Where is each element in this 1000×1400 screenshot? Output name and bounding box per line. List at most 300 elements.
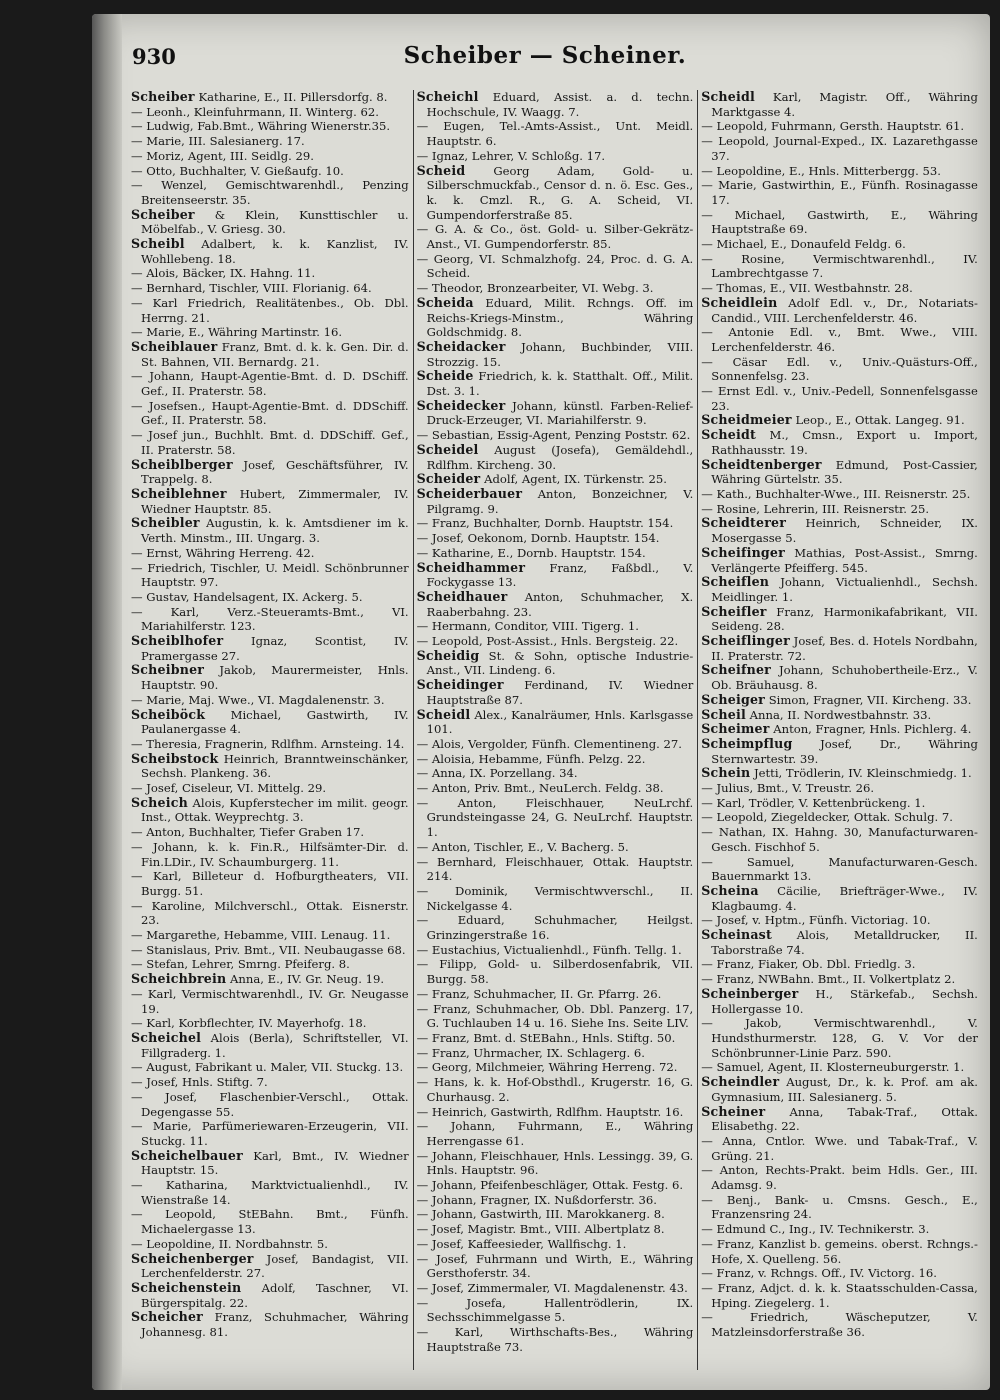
entry-details: Michael, Gastwirth, IV. Paulanergasse 4.	[141, 707, 409, 737]
entry-details: — Friedrich, Wäscheputzer, V. Matzleinsdorferstraße 36.	[701, 1310, 978, 1340]
directory-entry	[417, 222, 694, 251]
directory-entry	[131, 281, 409, 296]
directory-entry	[701, 575, 978, 604]
entry-surname: Scheiblauer	[131, 338, 218, 354]
entry-details: — Ernst, Währing Herreng. 42.	[131, 545, 315, 560]
entry-surname: Schein	[701, 765, 751, 781]
directory-entry	[417, 649, 694, 678]
entry-details: Cäcilie, Briefträger-Wwe., IV. Klagbaumg. 4.	[711, 883, 978, 913]
entry-details: — Anton, Rechts-Prakt. beim Hdls. Ger., III. Adamsg. 9.	[701, 1163, 978, 1193]
directory-entry	[131, 590, 409, 605]
entry-details: Josef, Dr., Währing Sternwartestr. 39.	[711, 736, 978, 766]
entry-details: — Samuel, Manufacturwaren-Gesch. Bauernmarkt 13.	[701, 854, 978, 884]
entry-details: — Margarethe, Hebamme, VIII. Lenaug. 11.	[131, 928, 391, 943]
entry-details: — Josef, Oekonom, Dornb. Hauptstr. 154.	[416, 531, 660, 546]
directory-entry	[701, 605, 978, 634]
entry-surname: Scheidtenberger	[701, 456, 822, 472]
entry-surname: Scheidacker	[416, 338, 506, 354]
directory-entry	[417, 252, 694, 281]
entry-details: — Bernhard, Tischler, VIII. Florianig. 64.	[131, 281, 372, 296]
directory-entry	[701, 781, 978, 796]
directory-entry	[701, 693, 978, 708]
entry-surname: Scheichenstein	[131, 1279, 242, 1295]
directory-entry	[417, 678, 694, 707]
directory-entry	[701, 208, 978, 237]
directory-entry	[131, 1031, 409, 1060]
entry-details: — Franz, v. Rchngs. Off., IV. Victorg. 16.	[701, 1266, 937, 1281]
directory-entry	[131, 90, 409, 105]
entry-details: Josef, Bes. d. Hotels Nordbahn, II. Praterstr. 72.	[711, 634, 978, 663]
entry-details: — Benj., Bank- u. Cmsns. Gesch., E., Franzensring 24.	[701, 1192, 978, 1222]
entry-details: Georg Adam, Gold- u. Silberschmuckfab., Censor d. n. ö. Esc. Ges., k. k. Cmzl. R., G. A. Scheid, VI. Gumpendorferstraße 85.	[426, 163, 694, 222]
directory-entry	[701, 1163, 978, 1192]
entry-details: — Marie, Parfümeriewaren-Erzeugerin, VII. Stuckg. 11.	[131, 1119, 409, 1148]
directory-entry	[417, 281, 694, 296]
directory-entry	[701, 663, 978, 692]
entry-surname: Scheichl	[416, 90, 479, 104]
directory-entry	[131, 149, 409, 164]
directory-entry	[417, 90, 694, 119]
entry-surname: Scheinast	[701, 927, 772, 943]
entry-surname: Scheifner	[701, 662, 771, 678]
entry-surname: Scheibner	[131, 662, 205, 678]
directory-entry	[417, 1296, 694, 1325]
entry-surname: Scheid	[416, 162, 466, 178]
directory-entry	[417, 487, 694, 516]
entry-details: Ferdinand, IV. Wiedner Hauptstraße 87.	[426, 678, 694, 707]
directory-entry	[417, 752, 694, 767]
entry-details: Adolf, Agent, IX. Türkenstr. 25.	[484, 472, 667, 487]
directory-entry	[701, 428, 978, 457]
directory-entry	[417, 796, 694, 840]
entry-details: — Gustav, Handelsagent, IX. Ackerg. 5.	[131, 589, 363, 604]
entry-details: — Josef, Flaschenbier-Verschl., Ottak. Degengasse 55.	[131, 1089, 409, 1119]
directory-entry	[417, 149, 694, 164]
directory-entry	[417, 516, 694, 531]
entry-surname: Scheidterer	[701, 515, 787, 531]
entry-details: — Samuel, Agent, II. Klosterneuburgerstr. 1.	[701, 1060, 965, 1075]
entry-details: — Anna, Cntlor. Wwe. und Tabak-Traf., V. Grüng. 21.	[701, 1133, 978, 1163]
directory-entry	[417, 855, 694, 884]
directory-entry	[701, 1266, 978, 1281]
directory-entry	[131, 369, 409, 398]
entry-details: — Johann, k. k. Fin.R., Hilfsämter-Dir. d. Fin.LDir., IV. Schaumburgerg. 11.	[131, 839, 409, 869]
entry-details: Heinrich, Branntweinschänker, Sechsh. Plankeng. 36.	[141, 751, 409, 781]
directory-entry	[701, 281, 978, 296]
entry-surname: Scheidmeier	[701, 412, 792, 428]
entry-details: — Leopoldine, E., Hnls. Mitterbergg. 53.	[701, 163, 941, 178]
directory-entry	[417, 1252, 694, 1281]
entry-details: — Franz, NWBahn. Bmt., II. Volkertplatz 2.	[701, 972, 956, 987]
directory-entry	[417, 1149, 694, 1178]
entry-details: Eduard, Milit. Rchngs. Off. im Reichs-Kriegs-Minstm., Währing Goldschmidg. 8.	[426, 295, 694, 340]
directory-entry	[417, 443, 694, 472]
directory-entry	[131, 516, 409, 545]
directory-entry	[701, 119, 978, 134]
directory-entry	[131, 1075, 409, 1090]
directory-entry	[131, 693, 409, 708]
entry-surname: Scheich	[131, 794, 188, 810]
column-3	[697, 90, 982, 1370]
entry-details: Johann, Victualienhdl., Sechsh. Meidlinger. 1.	[711, 575, 978, 604]
entry-details: Ignaz, Scontist, IV. Pramergasse 27.	[141, 634, 409, 663]
entry-details: Jakob, Maurermeister, Hnls. Hauptstr. 90.	[141, 663, 409, 693]
directory-entry	[417, 1119, 694, 1148]
directory-entry	[701, 737, 978, 766]
entry-surname: Scheiflen	[701, 574, 770, 590]
entry-surname: Scheina	[701, 882, 759, 898]
entry-details: — Eustachius, Victualienhdl., Fünfh. Tellg. 1.	[416, 942, 682, 957]
entry-details: Franz, Bmt. d. k. k. Gen. Dir. d. St. Bahnen, VII. Bernardg. 21.	[141, 339, 409, 369]
entry-details: — Anton, Tischler, E., V. Bacherg. 5.	[416, 839, 629, 854]
directory-entry	[417, 1075, 694, 1104]
entry-surname: Scheidl	[701, 90, 755, 104]
entry-details: — Josef, v. Hptm., Fünfh. Victoriag. 10.	[701, 913, 931, 928]
entry-details: — Marie, E., Währing Martinstr. 16.	[131, 325, 343, 340]
entry-details: — Franz, Schuhmacher, II. Gr. Pfarrg. 26.	[416, 986, 662, 1001]
directory-entry	[131, 987, 409, 1016]
column-2	[413, 90, 698, 1370]
entry-surname: Scheibstock	[131, 750, 219, 766]
directory-entry	[701, 1281, 978, 1310]
entry-surname: Scheidl	[416, 706, 471, 722]
directory-entry	[701, 987, 978, 1016]
entry-details: — Leopold, StEBahn. Bmt., Fünfh. Michaelergasse 13.	[131, 1207, 409, 1237]
directory-entry	[701, 502, 978, 517]
entry-details: — Marie, III. Salesianerg. 17.	[131, 134, 305, 149]
entry-details: Anton, Schuhmacher, X. Raaberbahng. 23.	[426, 589, 694, 619]
entry-details: Anton, Fragner, Hnls. Pichlerg. 4.	[773, 722, 972, 737]
directory-entry	[417, 840, 694, 855]
entry-details: — Leopold, Journal-Exped., IX. Lazarethgasse 37.	[701, 134, 978, 163]
directory-entry	[131, 1149, 409, 1178]
entry-details: — Leopoldine, II. Nordbahnstr. 5.	[131, 1236, 328, 1251]
directory-entry	[131, 105, 409, 120]
directory-entry	[701, 458, 978, 487]
directory-entry	[417, 1207, 694, 1222]
entry-details: & Klein, Kunsttischler u. Möbelfab., V. Griesg. 30.	[141, 207, 409, 237]
directory-entry	[701, 957, 978, 972]
directory-entry	[417, 428, 694, 443]
directory-entry	[131, 1207, 409, 1236]
entry-details: August (Josefa), Gemäldehdl., Rdlfhm. Kircheng. 30.	[426, 442, 694, 472]
directory-entry	[131, 134, 409, 149]
entry-details: — Edmund C., Ing., IV. Technikerstr. 3.	[701, 1222, 930, 1237]
directory-entry	[417, 1325, 694, 1354]
entry-surname: Scheiber	[131, 206, 195, 222]
entry-details: Josef, Bandagist, VII. Lerchenfelderstr. 27.	[141, 1251, 409, 1281]
entry-details: Franz, Schuhmacher, Währing Johannesg. 81.	[141, 1310, 409, 1340]
entry-surname: Scheimpflug	[701, 735, 793, 751]
entry-details: — Nathan, IX. Hahng. 30, Manufacturwaren-Gesch. Fischhof 5.	[701, 825, 978, 854]
directory-entry	[417, 1002, 694, 1031]
entry-details: — Johann, Fleischhauer, Hnls. Lessingg. 39, G. Hnls. Hauptstr. 96.	[416, 1148, 694, 1178]
entry-details: St. & Sohn, optische Industrie-Anst., VII. Lindeng. 6.	[426, 648, 694, 678]
entry-surname: Scheil	[701, 706, 746, 722]
entry-details: — G. A. & Co., öst. Gold- u. Silber-Gekrätz-Anst., VI. Gumpendorferstr. 85.	[416, 222, 694, 252]
entry-surname: Scheibler	[131, 515, 200, 531]
entry-details: — Karl, Korbflechter, IV. Mayerhofg. 18.	[131, 1016, 367, 1031]
entry-details: August, Dr., k. k. Prof. am ak. Gymnasium, III. Salesianerg. 5.	[711, 1075, 978, 1104]
directory-entry	[701, 487, 978, 502]
directory-entry	[131, 972, 409, 987]
entry-details: — Franz, Buchhalter, Dornb. Hauptstr. 154.	[416, 516, 674, 531]
entry-details: — Hermann, Conditor, VIII. Tigerg. 1.	[416, 619, 639, 634]
entry-details: — Leopold, Post-Assist., Hnls. Bergsteig. 22.	[416, 634, 679, 649]
entry-details: Johann, Schuhobertheile-Erz., V. Ob. Bräuhausg. 8.	[711, 663, 978, 693]
entry-details: — Johann, Fragner, IX. Nußdorferstr. 36.	[416, 1192, 657, 1207]
directory-entry	[131, 1060, 409, 1075]
directory-entry	[131, 487, 409, 516]
entry-surname: Scheicher	[131, 1309, 203, 1325]
entry-details: — Karl, Wirthschafts-Bes., Währing Hauptstraße 73.	[416, 1325, 694, 1354]
directory-entry	[701, 722, 978, 737]
directory-entry	[417, 164, 694, 223]
entry-surname: Scheiderbauer	[416, 485, 523, 501]
entry-details: — Filipp, Gold- u. Silberdosenfabrik, VII. Burgg. 58.	[416, 957, 694, 987]
directory-entry	[417, 1237, 694, 1252]
entry-details: — Jakob, Vermischtwarenhdl., V. Hundsthurmerstr. 128, G. V. Vor der Schönbrunner-Linie Parz. 590.	[701, 1016, 978, 1060]
directory-entry	[131, 708, 409, 737]
entry-details: — Karoline, Milchverschl., Ottak. Eisnerstr. 23.	[131, 898, 409, 928]
directory-entry	[131, 634, 409, 663]
entry-details: — Leopold, Fuhrmann, Gersth. Hauptstr. 61.	[701, 119, 965, 134]
directory-entry	[131, 178, 409, 207]
directory-entry	[701, 252, 978, 281]
directory-entry	[131, 208, 409, 237]
entry-details: — Alois, Bäcker, IX. Hahng. 11.	[131, 266, 316, 281]
directory-entry	[701, 634, 978, 663]
entry-details: — Katharina, Marktvictualienhdl., IV. Wienstraße 14.	[131, 1178, 409, 1207]
directory-entry	[131, 237, 409, 266]
entry-details: — Franz, Schuhmacher, Ob. Dbl. Panzerg. 17, G. Tuchlauben 14 u. 16. Siehe Ins. Seite LIV.	[416, 1001, 694, 1031]
directory-entry	[417, 1031, 694, 1046]
entry-surname: Scheidhauer	[416, 588, 508, 604]
entry-details: — Heinrich, Gastwirth, Rdlfhm. Hauptstr. 16.	[416, 1104, 684, 1119]
entry-details: Eduard, Assist. a. d. techn. Hochschule, IV. Waagg. 7.	[426, 90, 694, 119]
entry-details: — August, Fabrikant u. Maler, VII. Stuckg. 13.	[131, 1060, 404, 1075]
entry-details: — Josef, Hnls. Stiftg. 7.	[131, 1075, 268, 1090]
page-binding-edge	[92, 14, 122, 1390]
entry-details: — Rosine, Vermischtwarenhdl., IV. Lambrechtgasse 7.	[701, 251, 978, 281]
entry-details: Alois (Berla), Schriftsteller, VI. Fillgraderg. 1.	[141, 1031, 409, 1060]
entry-surname: Scheindler	[701, 1074, 780, 1090]
entry-details: — Stanislaus, Priv. Bmt., VII. Neubaugasse 68.	[131, 942, 406, 957]
directory-entry	[131, 1281, 409, 1310]
entry-surname: Scheiblehner	[131, 485, 227, 501]
entry-surname: Scheidecker	[416, 397, 506, 413]
entry-details: Alex., Kanalräumer, Hnls. Karlsgasse 101.	[426, 707, 694, 737]
directory-entry	[417, 590, 694, 619]
entry-surname: Scheiflinger	[701, 633, 790, 649]
directory-entry	[417, 119, 694, 148]
directory-entry	[701, 1134, 978, 1163]
entry-surname: Scheiblhofer	[131, 633, 224, 649]
directory-entry	[131, 825, 409, 840]
directory-entry	[701, 325, 978, 354]
entry-details: — Josef, Zimmermaler, VI. Magdalenenstr. 43.	[416, 1280, 688, 1295]
directory-entry	[701, 972, 978, 987]
entry-details: Hubert, Zimmermaler, IV. Wiedner Hauptstr. 85.	[141, 486, 409, 516]
entry-details: — Alois, Vergolder, Fünfh. Clementineng. 27.	[416, 736, 682, 751]
directory-entry	[131, 1237, 409, 1252]
entry-details: — Leonh., Kleinfuhrmann, II. Winterg. 62.	[131, 104, 379, 119]
directory-entry	[131, 1252, 409, 1281]
directory-entry	[701, 928, 978, 957]
entry-details: Jetti, Trödlerin, IV. Kleinschmiedg. 1.	[754, 766, 972, 781]
entry-details: — Anton, Buchhalter, Tiefer Graben 17.	[131, 825, 365, 840]
entry-details: — Karl, Verz.-Steueramts-Bmt., VI. Mariahilferstr. 123.	[131, 604, 409, 634]
directory-entry	[417, 1193, 694, 1208]
entry-surname: Scheida	[416, 294, 474, 310]
directory-entry	[131, 928, 409, 943]
directory-entry	[131, 119, 409, 134]
directory-entry	[131, 164, 409, 179]
directory-entry	[131, 605, 409, 634]
directory-entry	[417, 987, 694, 1002]
entry-details: — Josefsen., Haupt-Agentie-Bmt. d. DDSchiff. Gef., II. Praterstr. 58.	[131, 398, 409, 428]
entry-details: Franz, Faßbdl., V. Fockygasse 13.	[426, 560, 694, 590]
entry-details: H., Stärkefab., Sechsh. Hollergasse 10.	[711, 986, 978, 1016]
entry-details: — Hans, k. k. Hof-Obsthdl., Krugerstr. 16, G. Churhausg. 2.	[416, 1075, 694, 1104]
entry-details: — Franz, Bmt. d. StEBahn., Hnls. Stiftg. 50.	[416, 1031, 676, 1045]
entry-details: — Josef, Ciseleur, VI. Mittelg. 29.	[131, 781, 327, 796]
directory-entry	[417, 1281, 694, 1296]
column-1	[128, 90, 413, 1370]
entry-details: Johann, Buchbinder, VIII. Strozzig. 15.	[426, 339, 694, 369]
entry-details: Karl, Magistr. Off., Währing Marktgasse 4.	[711, 90, 978, 119]
directory-entry	[701, 1075, 978, 1104]
directory-entry	[701, 164, 978, 179]
entry-surname: Scheifinger	[701, 544, 785, 560]
directory-entry	[701, 178, 978, 207]
directory-entry	[701, 1310, 978, 1339]
directory-entry	[417, 369, 694, 398]
directory-entry	[417, 296, 694, 340]
entry-surname: Scheiber	[131, 90, 195, 104]
entry-details: Anna, II. Nordwestbahnstr. 33.	[749, 707, 932, 722]
entry-details: — Stefan, Lehrer, Smrng. Pfeiferg. 8.	[131, 957, 350, 972]
entry-surname: Scheidhammer	[416, 559, 526, 575]
directory-entry	[417, 737, 694, 752]
directory-entry	[131, 546, 409, 561]
entry-details: — Franz, Adjct. d. k. k. Staatsschulden-Cassa, Hping. Ziegelerg. 1.	[701, 1280, 978, 1310]
entry-details: — Eduard, Schuhmacher, Heilgst. Grinzingerstraße 16.	[416, 913, 694, 943]
directory-entry	[131, 796, 409, 825]
directory-entry	[701, 134, 978, 163]
directory-entry	[701, 708, 978, 723]
entry-details: — Josef, Magistr. Bmt., VIII. Albertplatz 8.	[416, 1222, 665, 1237]
entry-details: M., Cmsn., Export u. Import, Rathhausstr. 19.	[711, 428, 978, 457]
directory-entry	[701, 355, 978, 384]
directory-entry	[701, 884, 978, 913]
entry-details: — Josefa, Hallentrödlerin, IX. Sechsschimmelgasse 5.	[416, 1295, 694, 1325]
directory-entry	[701, 1222, 978, 1237]
directory-entry	[131, 1090, 409, 1119]
entry-details: — Josef, Fuhrmann und Wirth, E., Währing Gersthoferstr. 34.	[416, 1251, 694, 1281]
directory-entry	[701, 1193, 978, 1222]
entry-details: Augustin, k. k. Amtsdiener im k. Verth. Minstm., III. Ungarg. 3.	[141, 516, 409, 546]
entry-surname: Scheidel	[416, 441, 479, 457]
entry-details: — Julius, Bmt., V. Treustr. 26.	[701, 781, 875, 796]
directory-entry	[131, 428, 409, 457]
entry-details: — Thomas, E., VII. Westbahnstr. 28.	[701, 281, 913, 296]
entry-details: — Anton, Priv. Bmt., NeuLerch. Feldg. 38.	[416, 781, 664, 796]
entry-surname: Scheidlein	[701, 294, 778, 310]
entry-details: — Anna, IX. Porzellang. 34.	[416, 766, 578, 781]
entry-details: Simon, Fragner, VII. Kircheng. 33.	[768, 692, 972, 707]
directory-entry	[701, 913, 978, 928]
entry-surname: Scheidinger	[416, 677, 504, 693]
entry-details: — Rosine, Lehrerin, III. Reisnerstr. 25.	[701, 501, 930, 516]
entry-details: — Bernhard, Fleischhauer, Ottak. Hauptstr. 214.	[416, 854, 694, 884]
entry-details: Alois, Metalldrucker, II. Taborstraße 74.	[711, 928, 978, 957]
entry-details: Franz, Harmonikafabrikant, VII. Seideng. 28.	[711, 604, 978, 634]
entry-details: — Aloisia, Hebamme, Fünfh. Pelzg. 22.	[416, 751, 646, 766]
entry-details: — Anton, Fleischhauer, NeuLrchf. Grundsteingasse 24, G. NeuLrchf. Hauptstr. 1.	[416, 795, 694, 840]
directory-entry	[131, 399, 409, 428]
entry-details: — Wenzel, Gemischtwarenhdl., Penzing Breitenseerstr. 35.	[131, 178, 409, 207]
directory-entry	[417, 1060, 694, 1075]
entry-details: — Dominik, Vermischtwverschl., II. Nickelgasse 4.	[416, 883, 694, 913]
directory-entry	[417, 943, 694, 958]
directory-entry	[131, 325, 409, 340]
entry-surname: Scheifler	[701, 603, 767, 619]
directory-entry	[701, 516, 978, 545]
entry-surname: Scheider	[416, 471, 481, 487]
entry-details: Leop., E., Ottak. Langeg. 91.	[795, 413, 965, 428]
directory-entry	[701, 766, 978, 781]
directory-entry	[417, 546, 694, 561]
entry-details: — Karl, Trödler, V. Kettenbrückeng. 1.	[701, 795, 926, 810]
directory-entry	[131, 1178, 409, 1207]
entry-details: — Johann, Fuhrmann, E., Währing Herrengasse 61.	[416, 1119, 694, 1148]
entry-surname: Scheide	[416, 368, 474, 384]
directory-entry	[417, 781, 694, 796]
entry-details: Anna, E., IV. Gr. Neug. 19.	[230, 972, 385, 987]
entry-details: — Franz, Kanzlist b. gemeins. oberst. Rchngs.-Hofe, X. Quelleng. 56.	[701, 1236, 978, 1266]
directory-entry	[131, 737, 409, 752]
directory-entry	[131, 561, 409, 590]
directory-entry	[417, 619, 694, 634]
entry-surname: Scheichbrein	[131, 971, 227, 987]
entry-details: Heinrich, Schneider, IX. Mosergasse 5.	[711, 516, 978, 546]
entry-details: Johann, künstl. Farben-Relief-Druck-Erzeuger, VI. Mariahilferstr. 9.	[426, 398, 694, 428]
entry-details: — Michael, Gastwirth, E., Währing Hauptstraße 69.	[701, 207, 978, 237]
entry-details: — Karl Friedrich, Realitätenbes., Ob. Dbl. Herrng. 21.	[131, 295, 409, 325]
entry-details: Mathias, Post-Assist., Smrng. Verlängerte Pfeifferg. 545.	[711, 545, 978, 575]
entry-details: Friedrich, k. k. Statthalt. Off., Milit. Dst. 3. 1.	[426, 369, 694, 399]
entry-details: — Marie, Gastwirthin, E., Fünfh. Rosinagasse 17.	[701, 178, 978, 207]
entry-surname: Scheiblberger	[131, 456, 233, 472]
entry-details: Adolf Edl. v., Dr., Notariats-Candid., VIII. Lerchenfelderstr. 46.	[711, 295, 978, 325]
page-header	[130, 44, 960, 84]
entry-details: — Johann, Haupt-Agentie-Bmt. d. D. DSchiff. Gef., II. Praterstr. 58.	[131, 369, 409, 399]
directory-entry	[417, 766, 694, 781]
entry-details: — Katharine, E., Dornb. Hauptstr. 154.	[416, 545, 646, 560]
entry-details: Josef, Geschäftsführer, IV. Trappelg. 8.	[141, 457, 409, 487]
entry-surname: Scheiger	[701, 691, 766, 707]
entry-details: — Moriz, Agent, III. Seidlg. 29.	[131, 148, 314, 163]
directory-entry	[417, 399, 694, 428]
entry-details: — Karl, Vermischtwarenhdl., IV. Gr. Neugasse 19.	[131, 986, 409, 1016]
directory-entry	[131, 296, 409, 325]
entry-details: — Michael, E., Donaufeld Feldg. 6.	[701, 237, 906, 252]
directory-entry	[417, 1046, 694, 1061]
entry-details: — Friedrich, Tischler, U. Meidl. Schönbrunner Hauptstr. 97.	[131, 560, 409, 590]
directory-entry	[701, 1016, 978, 1060]
entry-details: Alois, Kupferstecher im milit. geogr. Inst., Ottak. Weyprechtg. 3.	[141, 795, 409, 825]
